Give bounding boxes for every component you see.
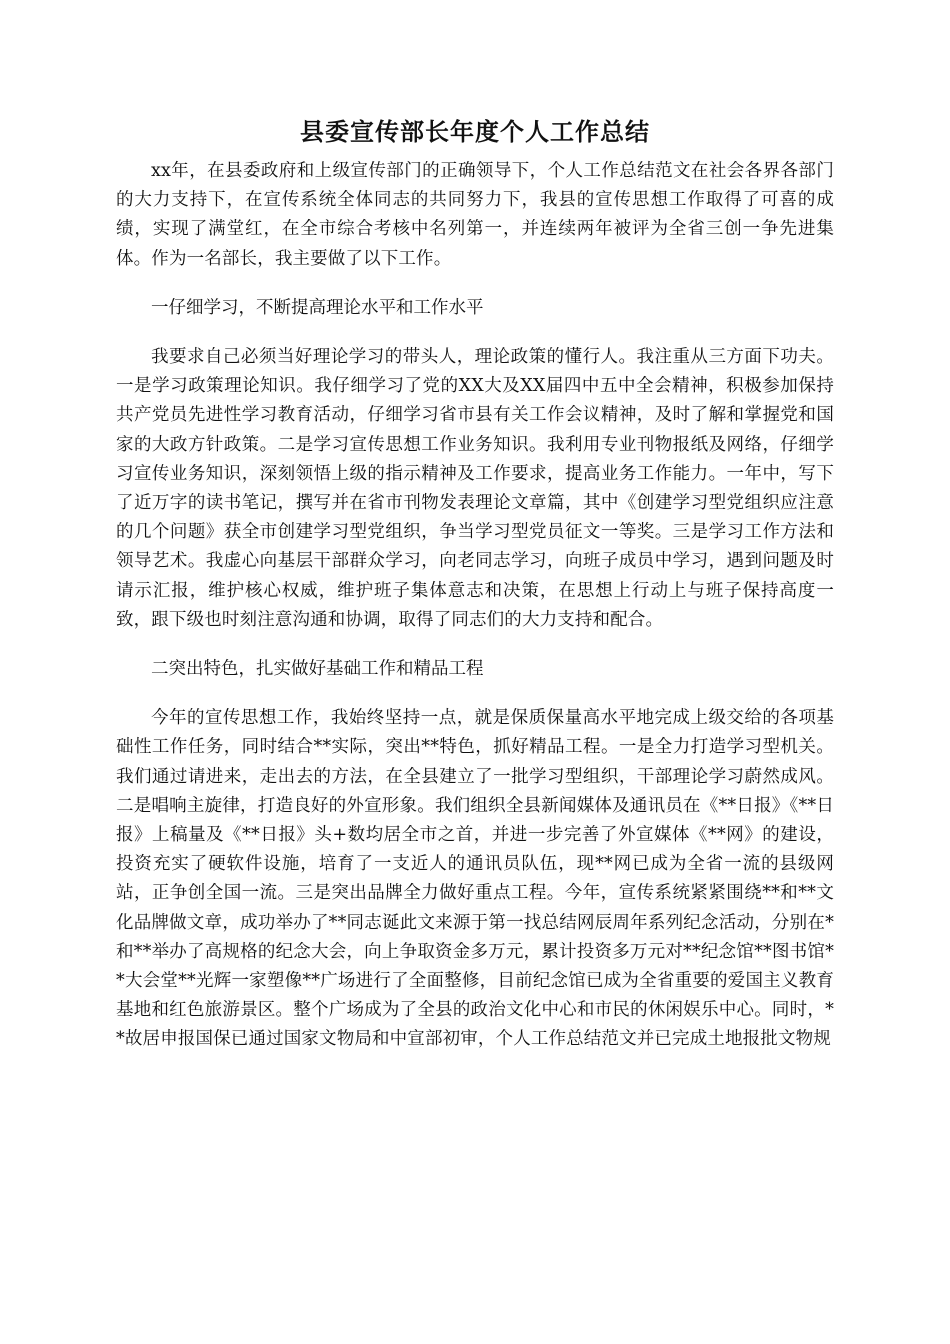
study-paragraph: 我要求自己必须当好理论学习的带头人，理论政策的懂行人。我注重从三方面下功夫。一是学习政策理论知识。我仔细学习了党的XX大及XX届四中五中全会精神，积极参加保持共产党员先进性学习教育活动，仔细学习省市县有关工作会议精神，及时了解和掌握党和国家的大政方针政策。二是学习宣传思想工作业务知识。我利用专业刊物报纸及网络，仔细学习宣传业务知识，深刻领悟上级的指示精神及工作要求，提高业务工作能力。一年中，写下了近万字的读书笔记，撰写并在省市刊物发表理论文章篇，其中《创建学习型党组织应注意的几个问题》获全市创建学习型党组织，争当学习型党员征文一等奖。三是学习工作方法和领导艺术。我虚心向基层干部群众学习，向老同志学习，向班子成员中学习，遇到问题及时请示汇报，维护核心权威，维护班子集体意志和决策，在思想上行动上与班子保持高度一致，跟下级也时刻注意沟通和协调，取得了同志们的大力支持和配合。 xyxy=(116,347,834,630)
intro-paragraph: xx年，在县委政府和上级宣传部门的正确领导下，个人工作总结范文在社会各界各部门的大力支持下，在宣传系统全体同志的共同努力下，我县的宣传思想工作取得了可喜的成绩，实现了满堂红，在全市综合考核中名列第一，并连续两年被评为全省三创一争先进集体。作为一名部长，我主要做了以下工作。 xyxy=(116,161,834,269)
document-title: 县委宣传部长年度个人工作总结 xyxy=(300,117,650,146)
features-paragraph: 今年的宣传思想工作，我始终坚持一点，就是保质保量高水平地完成上级交给的各项基础性工作任务，同时结合**实际，突出**特色，抓好精品工程。一是全力打造学习型机关。我们通过请进来，走出去的方法，在全县建立了一批学习型组织，干部理论学习蔚然成风。二是唱响主旋律，打造良好的外宣形象。我们组织全县新闻媒体及通讯员在《**日报》《**日报》上稿量及《**日报》头+数均居全市之首，并进一步完善了外宣媒体《**网》的建设，投资充实了硬软件设施，培育了一支近人的通讯员队伍，现**网已成为全省一流的县级网站，正争创全国一流。三是突出品牌全力做好重点工程。今年，宣传系统紧紧围绕**和**文化品牌做文章，成功举办了**同志诞此文来源于第一找总结网辰周年系列纪念活动，分别在*和**举办了高规格的纪念大会，向上争取资金多万元，累计投资多万元对**纪念馆**图书馆**大会堂**光辉一家塑像**广场进行了全面整修，目前纪念馆已成为全省重要的爱国主义教育基地和红色旅游景区。整个广场成为了全县的政治文化中心和市民的休闲娱乐中心。同时，**故居申报国保已通过国家文物局和中宣部初审，个人工作总结范文并已完成土地报批文物规 xyxy=(116,708,834,1050)
section-heading-features: 二突出特色，扎实做好基础工作和精品工程 xyxy=(151,659,484,680)
section-heading-study: 一仔细学习，不断提高理论水平和工作水平 xyxy=(151,297,484,318)
document-body xyxy=(116,157,834,1075)
